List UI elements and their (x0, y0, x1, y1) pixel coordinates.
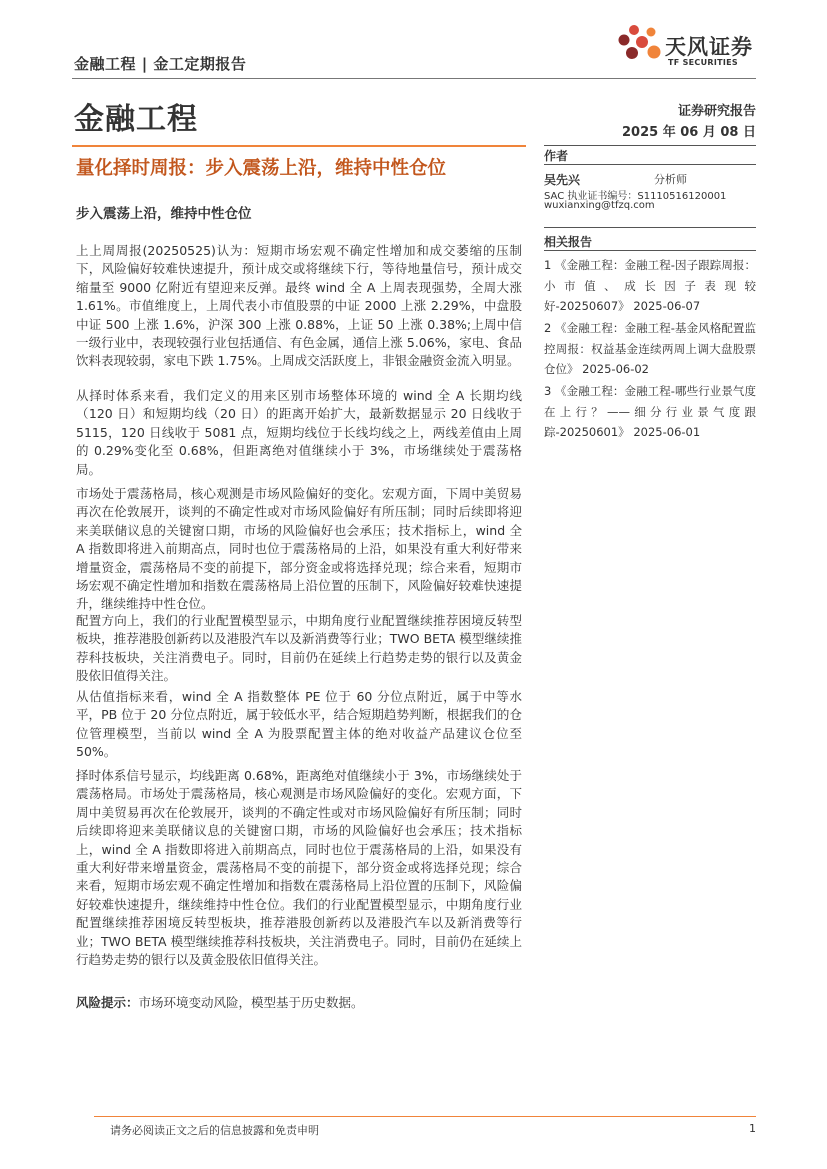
report-title: 量化择时周报：步入震荡上沿，维持中性仓位 (76, 158, 447, 179)
author-section-label: 作者 (544, 149, 569, 163)
logo-dot (636, 36, 648, 48)
related-report-2[interactable]: 2 《金融工程：金融工程-基金风格配置监控周报：权益基金连续两周上调大盘股票仓位》 2025-06-02 (544, 321, 756, 376)
page-number: 1 (749, 1122, 756, 1135)
logo-dot (647, 28, 656, 37)
paragraph-3: 市场处于震荡格局，核心观测是市场风险偏好的变化。宏观方面，下周中美贸易再次在伦敦展开，谈判的不确定性或对市场风险偏好有所压制；同时后续即将迎来美联储议息的关键窗口期，市场的风险偏好也会承压；技术指标上，wind 全 A 指数即将进入前期高点，同时也位于震荡格局的上沿，如果没有重大利好带来增量资金，震荡格局不变的前提下，部分资金或将选择兑现；综合来看，短期市场宏观不确定性增加和指数在震荡格局上沿位置的压制下，风险偏好较难快速提升，继续维持中性仓位。 (76, 486, 522, 612)
author-name: 吴先兴 (544, 173, 581, 187)
author-divider (544, 164, 756, 165)
title-divider (72, 145, 526, 147)
footer-divider (94, 1116, 756, 1117)
logo-dot (648, 46, 661, 59)
logo-dot (619, 35, 630, 46)
paragraph-1: 上上周周报(20250525)认为：短期市场宏观不确定性增加和成交萎缩的压制下，风险偏好较难快速提升，预计成交或将继续下行，等待地量信号，预计成交缩量至 9000 亿附近有望迎来反弹。最终 wind 全 A 上周表现强势，全周大涨 1.61%。市值维度上，上周代表小市值股票的中证 2000 上涨 2.29%，中盘股中证 500 上涨 1.6%，沪深 300 上涨 0.88%，上证 50 上涨 0.38%;上周中信一级行业中，表现较强行业包括通信、有色金属，通信上涨 5.06%，家电、食品饮料表现较弱，家电下跌 1.75%。上周成交活跃度上，非银金融资金流入明显。 (76, 243, 522, 369)
brand-name: 天风证券 (665, 35, 753, 59)
paragraph-5: 从估值指标来看，wind 全 A 指数整体 PE 位于 60 分位点附近，属于中等水平，PB 位于 20 分位点附近，属于较低水平，结合短期趋势判断，根据我们的仓位管理模型，当前以 wind 全 A 为股票配置主体的绝对收益产品建议仓位至 50%。 (76, 689, 522, 760)
risk-label: 风险提示： (76, 995, 139, 1010)
brand-subname: TF SECURITIES (668, 58, 738, 67)
page-title: 金融工程 (74, 102, 198, 137)
report-subtitle: 步入震荡上沿，维持中性仓位 (76, 206, 252, 222)
related-report-1[interactable]: 1 《金融工程：金融工程-因子跟踪周报：小市值、成长因子表现较好-20250607》 2025-06-07 (544, 258, 756, 313)
report-date: 2025 年 06 月 08 日 (622, 125, 756, 140)
related-divider (544, 250, 756, 251)
author-role: 分析师 (654, 173, 687, 186)
section-header: 金融工程 | 金工定期报告 (74, 55, 247, 73)
side-divider (544, 145, 756, 146)
related-top-divider (544, 227, 756, 228)
author-email[interactable]: wuxianxing@tfzq.com (544, 200, 655, 211)
report-type: 证券研究报告 (677, 104, 756, 119)
logo-dot (629, 25, 639, 35)
related-report-3[interactable]: 3 《金融工程：金融工程-哪些行业景气度在上行？——细分行业景气度跟踪-20250601》 2025-06-01 (544, 384, 756, 439)
risk-notice (76, 993, 364, 1011)
paragraph-6: 择时体系信号显示，均线距离 0.68%，距离绝对值继续小于 3%，市场继续处于震荡格局。市场处于震荡格局，核心观测是市场风险偏好的变化。宏观方面，下周中美贸易再次在伦敦展开，谈判的不确定性或对市场风险偏好有所压制；同时后续即将迎来美联储议息的关键窗口期，市场的风险偏好也会承压；技术指标上，wind 全 A 指数即将进入前期高点，同时也位于震荡格局的上沿，如果没有重大利好带来增量资金，震荡格局不变的前提下，部分资金或将选择兑现；综合来看，短期市场宏观不确定性增加和指数在震荡格局上沿位置的压制下，风险偏好较难快速提升，继续维持中性仓位。我们的行业配置模型显示，中期角度行业配置继续推荐困境反转型板块，推荐港股创新药以及港股汽车以及新消费等行业；TWO BETA 模型继续推荐科技板块，关注消费电子。同时，目前仍在延续上行趋势走势的银行以及黄金股依旧值得关注。 (76, 768, 522, 968)
author-sac-number: SAC 执业证书编号：S1110516120001 (544, 191, 727, 202)
related-section-label: 相关报告 (544, 235, 593, 249)
risk-text: 市场环境变动风险，模型基于历史数据。 (138, 995, 364, 1010)
footer-disclaimer: 请务必阅读正文之后的信息披露和免责申明 (110, 1124, 319, 1137)
logo-dot (626, 47, 638, 59)
paragraph-2: 从择时体系来看，我们定义的用来区别市场整体环境的 wind 全 A 长期均线（120 日）和短期均线（20 日）的距离开始扩大，最新数据显示 20 日线收于 5115，120 日线收于 5081 点，短期均线位于长线均线之上，两线差值由上周的 0.29%变化至 0.68%，但距离绝对值继续小于 3%，市场继续处于震荡格局。 (76, 388, 522, 477)
paragraph-4: 配置方向上，我们的行业配置模型显示，中期角度行业配置继续推荐困境反转型板块，推荐港股创新药以及港股汽车以及新消费等行业；TWO BETA 模型继续推荐科技板块，关注消费电子。同时，目前仍在延续上行趋势走势的银行以及黄金股依旧值得关注。 (76, 613, 522, 684)
header-divider (72, 78, 756, 79)
